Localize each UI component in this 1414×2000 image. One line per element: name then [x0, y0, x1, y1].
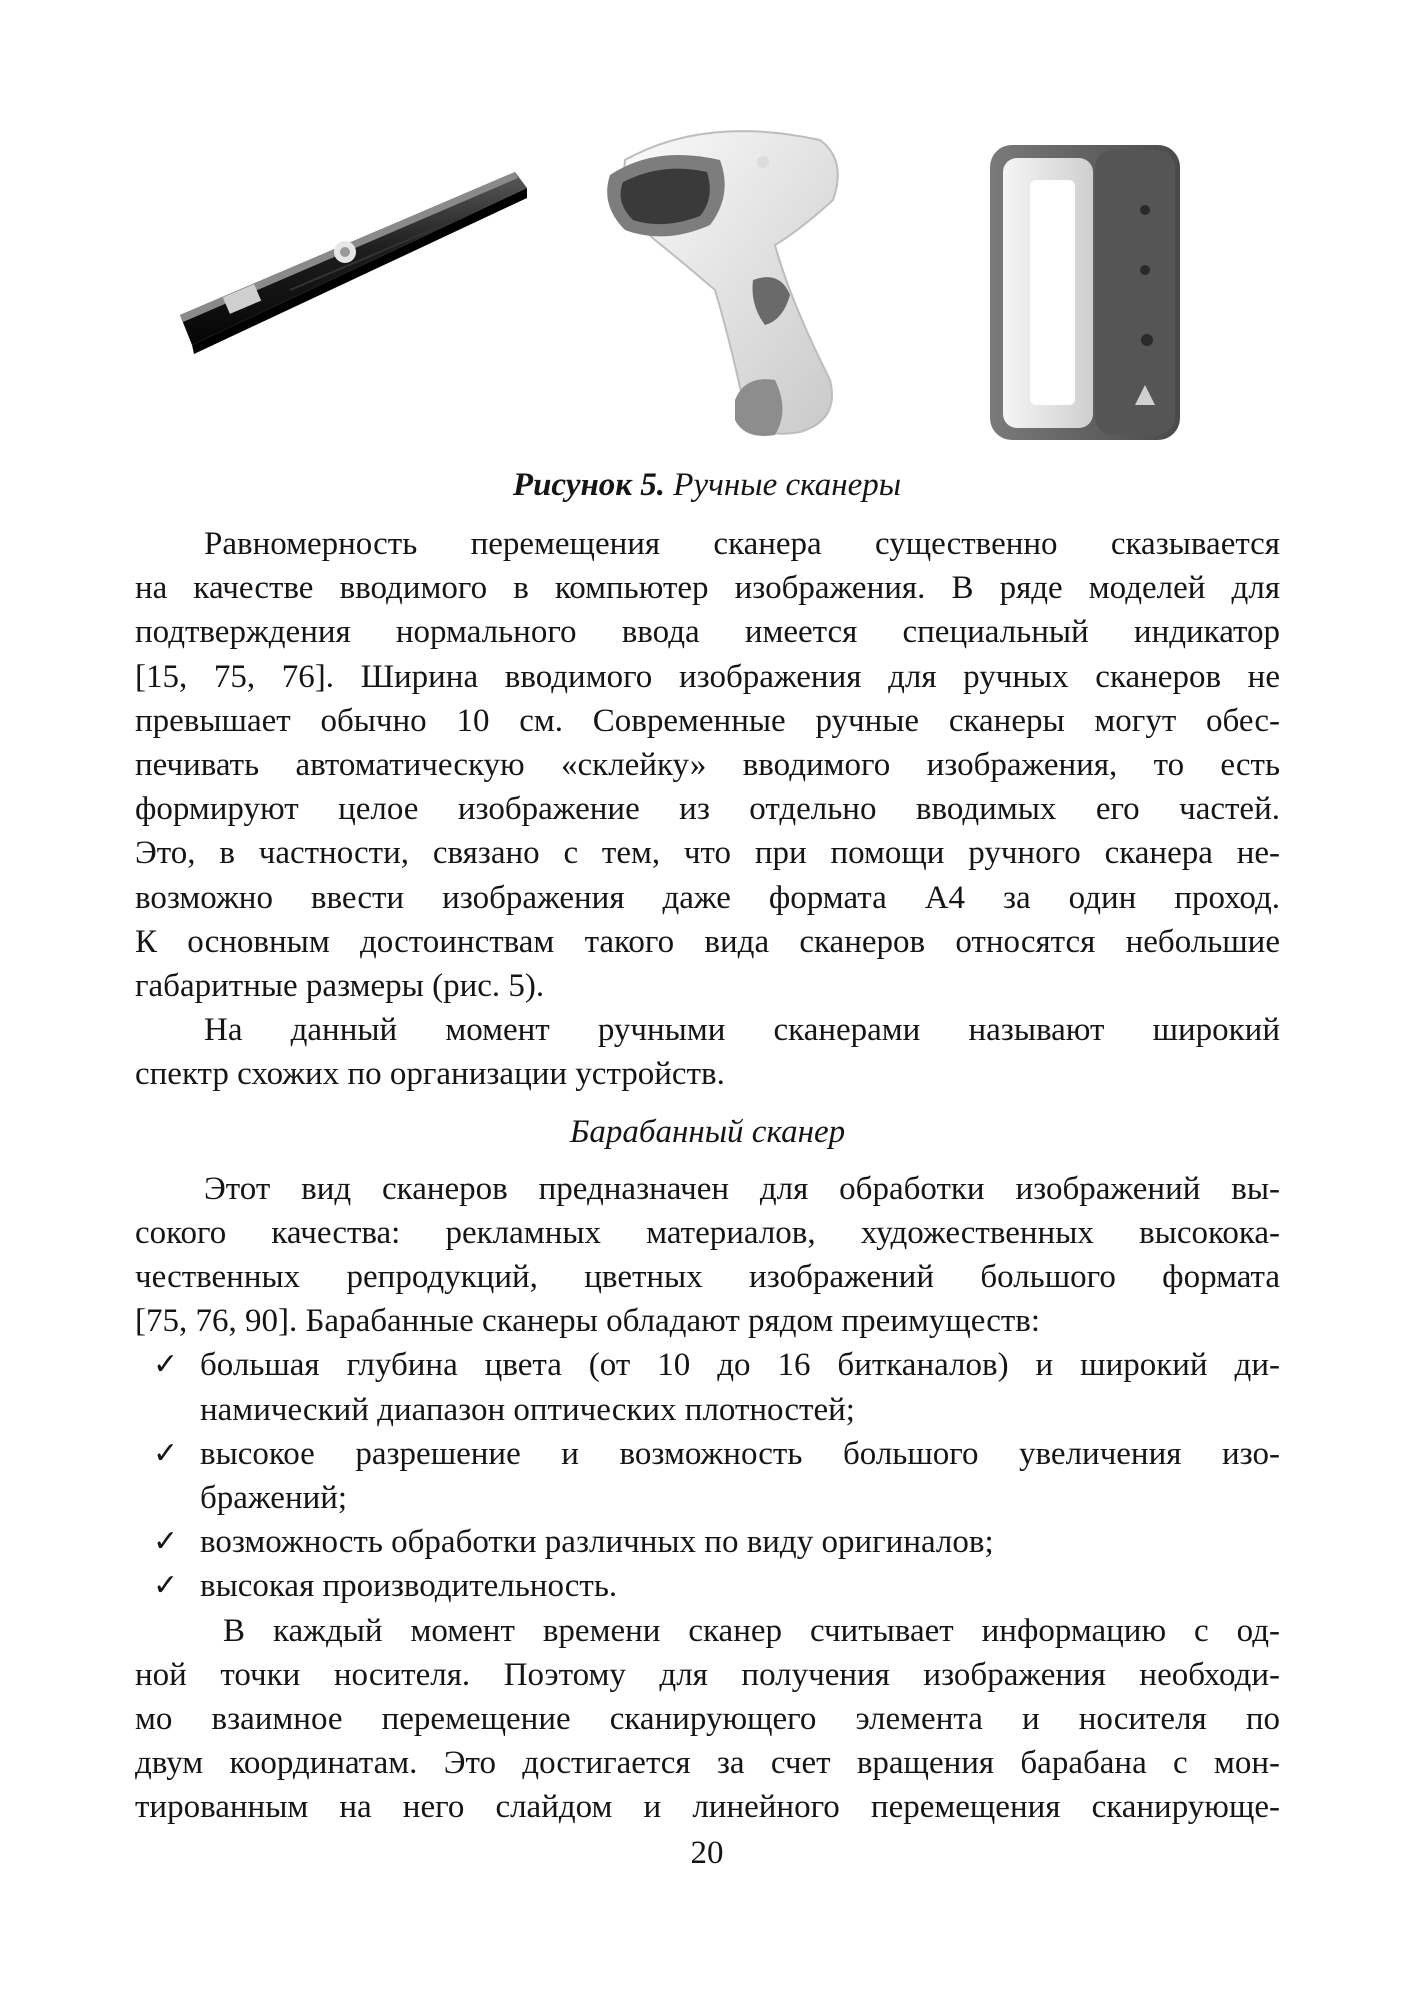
text-line: Этот вид сканеров предназначен для обработки изображений вы- [204, 1170, 1280, 1207]
bullet-continuation: бражений; [200, 1479, 348, 1516]
text-line: Это, в частности, связано с тем, что при помощи ручного сканера не- [135, 835, 1280, 872]
text-line: возможно ввести изображения даже формата А4 за один проход. [135, 879, 1280, 916]
text-line: превышает обычно 10 см. Современные ручные сканеры могут обес- [135, 702, 1280, 739]
text-line: сокого качества: рекламных материалов, художественных высокока- [135, 1214, 1280, 1251]
text-line: [15, 75, 76]. Ширина вводимого изображения для ручных сканеров не [135, 658, 1280, 695]
text-line: габаритные размеры (рис. 5). [135, 967, 545, 1004]
text-line: ной точки носителя. Поэтому для получения изображения необходи- [135, 1656, 1280, 1693]
bullet-text: высокое разрешение и возможность большого увеличения изо- [200, 1435, 1280, 1472]
figure-caption [0, 465, 1414, 505]
text-line: двум координатам. Это достигается за счет вращения барабана с мон- [135, 1745, 1280, 1782]
text-line: мо взаимное перемещение сканирующего элемента и носителя по [135, 1700, 1280, 1737]
text-line: чественных репродукций, цветных изображений большого формата [135, 1259, 1280, 1295]
text-line: спектр схожих по организации устройств. [135, 1056, 725, 1093]
handheld-wand-scanner-image [170, 140, 530, 380]
figure-caption-text: Ручные сканеры [673, 467, 902, 503]
bullet-item [135, 1432, 1280, 1476]
bullet-item [135, 1520, 1280, 1564]
handheld-3d-scanner-image [985, 140, 1185, 445]
figure-images [170, 120, 1200, 450]
text-line: Равномерность перемещения сканера существенно сказывается [204, 526, 1280, 562]
bullet-item [135, 1343, 1280, 1387]
section-subheading: Барабанный сканер [569, 1114, 846, 1151]
text-line: печивать автоматическую «склейку» вводимого изображения, то есть [135, 746, 1280, 783]
barcode-gun-scanner-image [585, 120, 855, 450]
checkmark-icon: ✓ [153, 1568, 179, 1604]
bullet-text: возможность обработки различных по виду оригиналов; [200, 1524, 994, 1561]
text-line: На данный момент ручными сканерами называют широкий [204, 1012, 1280, 1049]
bullet-text: большая глубина цвета (от 10 до 16 битканалов) и широкий ди- [200, 1347, 1280, 1384]
figure-label: Рисунок 5. [512, 467, 666, 503]
body-text [135, 522, 1280, 1829]
text-line: тированным на него слайдом и линейного перемещения сканирующе- [135, 1789, 1280, 1826]
checkmark-icon: ✓ [153, 1524, 179, 1560]
text-line: формируют целое изображение из отдельно вводимых его частей. [135, 791, 1280, 828]
text-line: на качестве вводимого в компьютер изображения. В ряде моделей для [135, 570, 1280, 607]
bullet-continuation: намический диапазон оптических плотностей; [200, 1391, 855, 1428]
bullet-item [135, 1564, 1280, 1608]
text-line: К основным достоинствам такого вида сканеров относятся небольшие [135, 923, 1280, 960]
bullet-text: высокая производительность. [200, 1568, 618, 1605]
page-number: 20 [690, 1835, 724, 1871]
checkmark-icon: ✓ [153, 1347, 179, 1383]
text-line: В каждый момент времени сканер считывает информацию с од- [223, 1612, 1280, 1649]
text-line: [75, 76, 90]. Барабанные сканеры обладают рядом преимуществ: [135, 1303, 1041, 1340]
checkmark-icon: ✓ [153, 1435, 179, 1471]
text-line: подтверждения нормального ввода имеется специальный индикатор [135, 614, 1280, 651]
